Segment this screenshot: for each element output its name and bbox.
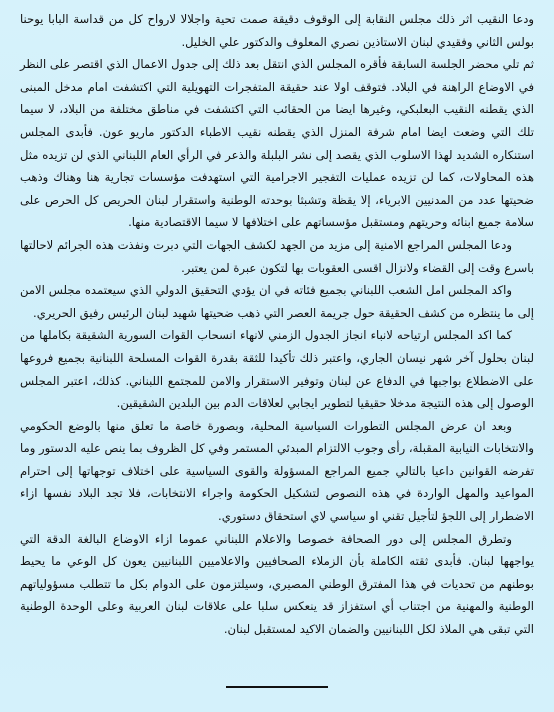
paragraph-5: كما اكد المجلس ارتياحه لانباء انجاز الجدول الزمني لانهاء انسحاب القوات السورية الشقيقة بكاملها من لبنان بحلول آخر شهر نيسان الجاري، واعتبر ذلك تأكيدا للثقة بقدرة القوات المسلحة اللبنانية بجميع فروعها على الاضطلاع بواجبها في الدفاع عن لبنان وتوفير الاستقرار والامن للمجتمع اللبناني. كذلك، اعتبر المجلس الوصول إلى هذه النتيجة مدخلا حقيقيا لتطوير ايجابي لعلاقات الدم بين البلدين الشقيقين. <box>20 328 534 411</box>
paragraph-7: وتطرق المجلس إلى دور الصحافة خصوصا والاعلام اللبناني عموما ازاء الاوضاع البالغة الدقة التي يواجهها لبنان. فأبدى ثقته الكاملة بأن الزملاء الصحافيين والاعلاميين اللبنانيين يعون كل الوعي ما يحيط بوطنهم من تحديات في هذا المفترق الوطني المصيري، وسيلتزمون على الدوام بكل ما تتطلب مسؤولياتهم الوطنية والمهنية من اجتناب أي استفزاز قد ينعكس سلبا على علاقات لبنان العربية وعلى الوحدة الوطنية التي تبقى هي الملاذ لكل اللبنانيين والضمان الاكيد لمستقبل لبنان. <box>20 531 534 637</box>
paragraph-6: وبعد ان عرض المجلس التطورات السياسية المحلية، وبصورة خاصة ما تعلق منها بالوضع الحكومي والانتخابات النيابية المقبلة، رأى وجوب الالتزام المبدئي المستمر وفي كل الظروف بما ينص عليه الدستور وما تفرضه القوانين داعيا بالتالي جميع المراجع المسؤولة والقوى السياسية على اختلاف توجهاتها إلى احترام المواعيد والمهل الواردة في هذه النصوص لتشكيل الحكومة واجراء الانتخابات، فلا تجد البلاد نفسها ازاء الاضطرار إلى اللجؤ لتأجيل تقني او سياسي لاي استحقاق دستوري. <box>20 418 534 524</box>
end-divider-line <box>226 686 328 688</box>
paragraph-4: واكد المجلس امل الشعب اللبناني بجميع فئاته في ان يؤدي التحقيق الدولي الذي سيعتمده مجلس الامن إلى ما ينتظره من كشف الحقيقة حول جريمة العصر التي ذهب ضحيتها شهيد لبنان الرئيس رفيق الحريري. <box>20 283 534 320</box>
paragraph-1: ودعا النقيب اثر ذلك مجلس النقابة إلى الوقوف دقيقة صمت تحية واجلالا لارواح كل من قداسة البابا يوحنا بولس الثاني وفقيدي لبنان الاستاذين نصري المعلوف والدكتور علي الخليل. <box>20 12 534 49</box>
paragraph-3: ودعا المجلس المراجع الامنية إلى مزيد من الجهد لكشف الجهات التي دبرت ونفذت هذه الجرائم لاحالتها باسرع وقت إلى القضاء ولانزال اقسى العقوبات بها لتكون عبرة لمن يعتبر. <box>20 237 534 275</box>
paragraph-2: ثم تلي محضر الجلسة السابقة فأقره المجلس الذي انتقل بعد ذلك إلى جدول الاعمال الذي اقتصر على النظر في الاوضاع الراهنة في البلاد. فتوقف اولا عند حقيقة المتفجرات التهويلية التي اكتشفت امام مدخل المبنى الذي يقطنه النقيب البعلبكي، وغيرها ايضا من الحقائب التي اكتشفت في مناطق مختلفة من البلاد، لا سيما تلك التي وضعت ايضا امام شرفة المنزل الذي يقطنه نقيب الاطباء الدكتور ماريو عون. فأبدى المجلس استنكاره الشديد لهذا الاسلوب الذي يقصد إلى نشر البلبلة والذعر في الرأي العام اللبناني الذي لن تزيده مثل هذه المحاولات، كما لن تزيده عمليات التفجير الاجرامية التي استهدفت مؤسسات تجارية هنا وهناك وذهب ضحيتها عدد من المدنيين الابرياء، إلا يقظة وتشبثا بوحدته الوطنية واستقرار لبنان الحريص كل الحرص على سلامة جميع ابنائه وحريتهم ومستقبل مؤسساتهم على اختلافها لا سيما الاقتصادية منها. <box>20 57 534 230</box>
document-body <box>20 8 534 641</box>
